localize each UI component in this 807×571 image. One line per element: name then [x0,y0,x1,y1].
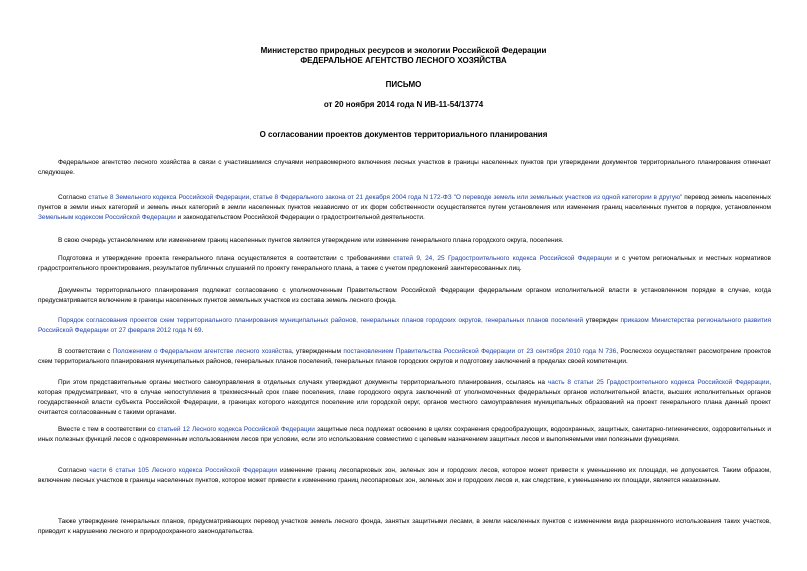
paragraph-9 [38,425,771,445]
paragraph-9-text-0: Вместе с тем в соответствии со [58,426,158,433]
paragraph-2-text-0: Согласно [58,194,89,201]
paragraph-6-text-1: утвержден [583,317,621,324]
ministry-title: Министерство природных ресурсов и экологии Российской Федерации [260,46,547,55]
paragraph-4-text-1: и с учетом региональных и местных нормативов градостроительного проектирования, результатов публичных слушаний по проекту генерального плана, а также с учетом предложений заинтересованных лиц. [38,255,771,272]
paragraph-7 [38,347,771,367]
paragraph-8-text-1: , которая предусматривает, что в случае непоступления в трехмесячный срок главе поселения, главе городского округа заключений от уполномоченных федеральных органов исполнительной власти, высших исполнительных органов государственной власти субъекта Российской Федерации, в границах которого находится поселение или городской округ, органов местного самоуправления муниципальных образований на проект генерального плана данный проект считается согласованным с такими органами. [38,379,772,416]
link-agency-regulation[interactable]: Положением о Федеральном агентстве лесного хозяйства [112,348,292,355]
paragraph-6-text-2: . [201,327,204,334]
link-forest-code-art-12[interactable]: статьей 12 Лесного кодекса Российской Федерации [157,426,315,433]
link-federal-law-172fz[interactable]: статье 8 Федерального закона от 21 декабря 2004 года N 172-ФЗ "О переводе земель или земельных участков из одной категории в другую" [253,194,683,201]
link-urban-code-arts-9-24-25[interactable]: статей 9, 24, 25 Градостроительного кодекса Российской Федерации [393,255,612,262]
link-urban-code-art-25-part-8[interactable]: часть 8 статьи 25 Градостроительного кодекса Российской Федерации [547,379,770,386]
paragraph-2 [38,193,771,223]
paragraph-8 [38,378,771,418]
paragraph-1: Федеральное агентство лесного хозяйства в связи с участившимися случаями неправомерного включения лесных участков в границы населенных пунктов при утверждении документов территориального планирования отмечает следующее. [38,159,771,176]
paragraph-2-text-3: и законодательством Российской Федерации о градостроительной деятельности. [175,214,425,221]
paragraph-7-text-2: , Рослесхоз осуществляет рассмотрение проектов схем территориального планирования муниципальных районов, генеральных планов поселений, генеральных планов городских округов и подготовку заключений в пределах своей компетенции. [38,348,771,365]
link-land-code-art-8[interactable]: статье 8 Земельного кодекса Российской Федерации [88,194,250,201]
link-land-code[interactable]: Земельным кодексом Российской Федерации [38,214,176,221]
paragraph-4 [38,254,771,274]
paragraph-7-text-1: , утвержденным [291,348,344,355]
link-minregion-order-69[interactable]: приказом Министерства регионального развития Российской Федерации от 27 февраля 2012 года N 69 [38,317,772,334]
paragraph-2-text-2: перевод земель населенных пунктов в земли иных категорий и земель иных категорий в земли населенных пунктов независимо от их форм собственности осуществляется путем установления или изменения границ населенных пунктов в порядке, установленном [38,194,771,211]
paragraph-8-text-0: При этом представительные органы местного самоуправления в отдельных случаях утверждают документы территориального планирования, ссылаясь на [58,379,548,386]
paragraph-4-text-0: Подготовка и утверждение проекта генерального плана осуществляется в соответствии с требованиями [58,255,394,262]
document-type: ПИСЬМО [385,80,422,89]
document-subject: О согласовании проектов документов территориального планирования [259,130,548,139]
paragraph-10-text-0: Согласно [58,467,90,474]
paragraph-10-text-1: изменение границ лесопарковых зон, зеленых зон и городских лесов, которое может привести к уменьшению их площади, не допускается. Таким образом, включение лесных участков в границы населенных пунктов, которое может привести к изменению границ лесопарковых зон, зеленых зон и городских лесов и, как следствие, к уменьшению их площади, является незаконным. [38,467,772,484]
paragraph-3: В свою очередь установлением или изменением границ населенных пунктов является утверждение или изменение генерального плана городского округа, поселения. [58,237,564,244]
document-date-number: от 20 ноября 2014 года N ИВ-11-54/13774 [323,100,484,109]
agency-title: ФЕДЕРАЛЬНОЕ АГЕНТСТВО ЛЕСНОГО ХОЗЯЙСТВА [300,56,507,65]
paragraph-11: Также утверждение генеральных планов, предусматривающих перевод участков земель лесного фонда, занятых защитными лесами, в земли населенных пунктов с изменением вида разрешенного использования таких участков, приводит к нарушению лесного и природоохранного законодательства. [38,518,771,535]
paragraph-9-text-1: защитные леса подлежат освоению в целях сохранения средообразующих, водоохранных, защитных, санитарно-гигиенических, оздоровительных и иных полезных функций лесов с одновременным использованием лесов при условии, если это использование совместимо с целевым назначением защитных лесов и выполняемыми ими полезными функциями. [38,426,771,443]
link-forest-code-art-105-part-6[interactable]: части 6 статьи 105 Лесного кодекса Российской Федерации [89,467,278,474]
link-approval-procedure[interactable]: Порядок согласования проектов схем территориального планирования муниципальных районов, генеральных планов городских округов, генеральных планов поселений [58,317,584,324]
paragraph-2-text-1: , [249,194,253,201]
paragraph-6 [38,316,771,336]
link-government-decree-736[interactable]: постановлением Правительства Российской Федерации от 23 сентября 2010 года N 736 [343,348,617,355]
paragraph-10 [38,466,771,486]
paragraph-7-text-0: В соответствии с [58,348,113,355]
paragraph-5: Документы территориального планирования подлежат согласованию с уполномоченным Правительством Российской Федерации федеральным органом исполнительной власти в установленном порядке в случае, когда предусматривается включение в границы населенных пунктов земельных участков из состава земель лесного фонда. [38,287,771,304]
